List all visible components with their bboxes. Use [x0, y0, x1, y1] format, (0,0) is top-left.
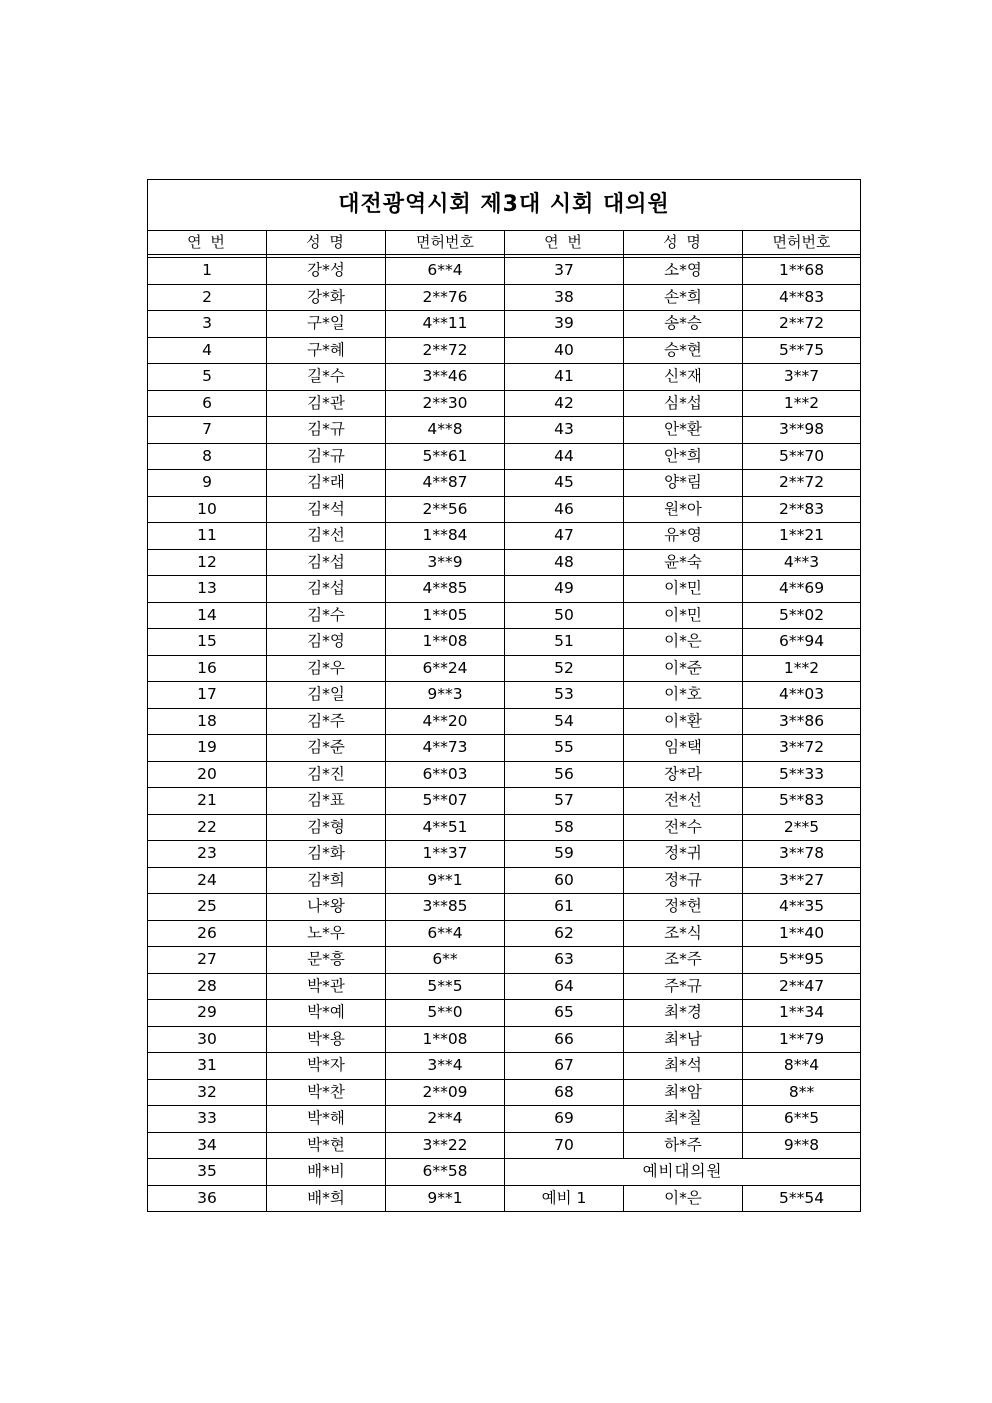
row-number-left: 28 [148, 973, 267, 1000]
row-number-right: 48 [505, 549, 624, 576]
row-number-left: 17 [148, 682, 267, 709]
row-number-left: 19 [148, 735, 267, 762]
table-row [148, 1185, 861, 1212]
table-row [148, 602, 861, 629]
table-row [148, 576, 861, 603]
row-number-right: 65 [505, 1000, 624, 1027]
delegate-name-left: 박*관 [267, 973, 386, 1000]
delegate-name-left: 구*혜 [267, 337, 386, 364]
row-number-right: 55 [505, 735, 624, 762]
row-number-left: 14 [148, 602, 267, 629]
delegate-name-right: 이*호 [624, 682, 743, 709]
table-row [148, 258, 861, 285]
license-number-right: 1**2 [743, 390, 861, 417]
delegate-name-right: 최*남 [624, 1026, 743, 1053]
row-number-right: 61 [505, 894, 624, 921]
license-number-left: 5**07 [386, 788, 505, 815]
delegate-name-right: 임*택 [624, 735, 743, 762]
row-number-right: 54 [505, 708, 624, 735]
row-number-left: 12 [148, 549, 267, 576]
row-number-right: 49 [505, 576, 624, 603]
license-number-left: 4**73 [386, 735, 505, 762]
delegate-name-right: 최*암 [624, 1079, 743, 1106]
license-number-left: 1**08 [386, 629, 505, 656]
header-number-right: 연 번 [505, 231, 624, 255]
delegate-name-right: 심*섭 [624, 390, 743, 417]
table-row [148, 1079, 861, 1106]
license-number-right: 5**02 [743, 602, 861, 629]
delegate-name-left: 박*자 [267, 1053, 386, 1080]
license-number-right: 2**47 [743, 973, 861, 1000]
delegate-name-right: 정*귀 [624, 841, 743, 868]
table-row [148, 629, 861, 656]
delegate-name-right: 조*주 [624, 947, 743, 974]
row-number-right: 58 [505, 814, 624, 841]
row-number-right: 38 [505, 284, 624, 311]
license-number-right: 1**34 [743, 1000, 861, 1027]
row-number-left: 25 [148, 894, 267, 921]
license-number-right: 3**98 [743, 417, 861, 444]
license-number-left: 6** [386, 947, 505, 974]
row-number-left: 21 [148, 788, 267, 815]
row-number-left: 18 [148, 708, 267, 735]
delegate-name-right: 소*영 [624, 258, 743, 285]
delegate-name-right: 이*민 [624, 576, 743, 603]
delegate-name-right: 주*규 [624, 973, 743, 1000]
delegate-name-right: 이*민 [624, 602, 743, 629]
license-number-right: 1**2 [743, 655, 861, 682]
delegate-name-left: 김*섭 [267, 576, 386, 603]
reserve-number: 예비 1 [505, 1185, 624, 1212]
row-number-right: 39 [505, 311, 624, 338]
delegate-name-left: 김*희 [267, 867, 386, 894]
table-row [148, 867, 861, 894]
license-number-left: 2**4 [386, 1106, 505, 1133]
table-row [148, 284, 861, 311]
table-row [148, 920, 861, 947]
row-number-right: 60 [505, 867, 624, 894]
row-number-left: 9 [148, 470, 267, 497]
table-row [148, 1026, 861, 1053]
table-row [148, 470, 861, 497]
license-number-right: 4**35 [743, 894, 861, 921]
delegate-name-right: 최*석 [624, 1053, 743, 1080]
row-number-right: 44 [505, 443, 624, 470]
delegate-name-left: 문*흥 [267, 947, 386, 974]
license-number-right: 1**40 [743, 920, 861, 947]
delegate-name-left: 노*우 [267, 920, 386, 947]
license-number-right: 3**72 [743, 735, 861, 762]
delegate-name-left: 박*현 [267, 1132, 386, 1159]
license-number-left: 1**37 [386, 841, 505, 868]
row-number-right: 42 [505, 390, 624, 417]
delegate-name-left: 김*규 [267, 417, 386, 444]
license-number-right: 3**78 [743, 841, 861, 868]
license-number-right: 1**21 [743, 523, 861, 550]
table-row [148, 655, 861, 682]
license-number-left: 6**4 [386, 258, 505, 285]
table-row [148, 496, 861, 523]
license-number-left: 3**9 [386, 549, 505, 576]
delegate-name-right: 이*환 [624, 708, 743, 735]
license-number-left: 2**56 [386, 496, 505, 523]
table-row [148, 708, 861, 735]
delegate-name-left: 길*수 [267, 364, 386, 391]
row-number-left: 11 [148, 523, 267, 550]
license-number-right: 8**4 [743, 1053, 861, 1080]
license-number-left: 3**4 [386, 1053, 505, 1080]
row-number-right: 45 [505, 470, 624, 497]
delegate-name: 배*희 [267, 1185, 386, 1212]
license-number-right: 6**5 [743, 1106, 861, 1133]
license-number-left: 4**20 [386, 708, 505, 735]
delegate-name-left: 박*예 [267, 1000, 386, 1027]
delegate-name-left: 나*왕 [267, 894, 386, 921]
delegate-name-right: 전*선 [624, 788, 743, 815]
license-number-left: 2**72 [386, 337, 505, 364]
delegate-name-left: 김*선 [267, 523, 386, 550]
delegate-name-right: 승*현 [624, 337, 743, 364]
header-name-right: 성 명 [624, 231, 743, 255]
delegate-name-right: 장*라 [624, 761, 743, 788]
license-number-right: 6**94 [743, 629, 861, 656]
license-number-right: 4**3 [743, 549, 861, 576]
row-number-right: 70 [505, 1132, 624, 1159]
row-number-left: 1 [148, 258, 267, 285]
license-number-left: 4**51 [386, 814, 505, 841]
delegate-table [147, 179, 861, 1212]
row-number-left: 33 [148, 1106, 267, 1133]
row-number-right: 47 [505, 523, 624, 550]
delegate-name-left: 강*화 [267, 284, 386, 311]
delegate-name-left: 김*영 [267, 629, 386, 656]
license-number-left: 3**85 [386, 894, 505, 921]
row-number-left: 6 [148, 390, 267, 417]
license-number-left: 2**09 [386, 1079, 505, 1106]
delegate-name-left: 강*성 [267, 258, 386, 285]
row-number-left: 29 [148, 1000, 267, 1027]
row-number-left: 2 [148, 284, 267, 311]
license-number-left: 1**08 [386, 1026, 505, 1053]
license-number-right: 2**83 [743, 496, 861, 523]
license-number-right: 9**8 [743, 1132, 861, 1159]
row-number-left: 32 [148, 1079, 267, 1106]
license-number-right: 4**69 [743, 576, 861, 603]
license-number-right: 5**83 [743, 788, 861, 815]
license-number-left: 4**11 [386, 311, 505, 338]
row-number-right: 52 [505, 655, 624, 682]
delegate-name: 배*비 [267, 1159, 386, 1186]
row-number-right: 51 [505, 629, 624, 656]
row-number-left: 4 [148, 337, 267, 364]
table-row [148, 390, 861, 417]
row-number-left: 20 [148, 761, 267, 788]
delegate-name-right: 안*희 [624, 443, 743, 470]
delegate-name-left: 김*표 [267, 788, 386, 815]
delegate-name-right: 윤*숙 [624, 549, 743, 576]
license-number-right: 2**72 [743, 311, 861, 338]
license-number-left: 6**4 [386, 920, 505, 947]
license-number-right: 4**83 [743, 284, 861, 311]
license-number-left: 9**3 [386, 682, 505, 709]
table-row [148, 788, 861, 815]
license-number-left: 1**84 [386, 523, 505, 550]
table-row [148, 682, 861, 709]
license-number-left: 1**05 [386, 602, 505, 629]
row-number-right: 63 [505, 947, 624, 974]
delegate-name-left: 박*해 [267, 1106, 386, 1133]
row-number-left: 23 [148, 841, 267, 868]
header-number-left: 연 번 [148, 231, 267, 255]
row-number-right: 56 [505, 761, 624, 788]
delegate-name-left: 김*래 [267, 470, 386, 497]
delegate-rows [148, 258, 861, 1159]
delegate-name-left: 김*섭 [267, 549, 386, 576]
row-number-left: 15 [148, 629, 267, 656]
delegate-name-right: 전*수 [624, 814, 743, 841]
license-number-right: 5**95 [743, 947, 861, 974]
license-number-right: 3**27 [743, 867, 861, 894]
license-number-left: 2**30 [386, 390, 505, 417]
header-row [148, 231, 861, 255]
row-number-right: 68 [505, 1079, 624, 1106]
row-number-left: 8 [148, 443, 267, 470]
delegate-name-left: 김*형 [267, 814, 386, 841]
row-number: 35 [148, 1159, 267, 1186]
license-number-right: 1**68 [743, 258, 861, 285]
license-number-left: 3**46 [386, 364, 505, 391]
license-number: 9**1 [386, 1185, 505, 1212]
license-number-right: 4**03 [743, 682, 861, 709]
row-number-left: 30 [148, 1026, 267, 1053]
table-row [148, 1053, 861, 1080]
license-number-left: 4**85 [386, 576, 505, 603]
delegate-name-left: 김*화 [267, 841, 386, 868]
row-number-right: 57 [505, 788, 624, 815]
license-number-right: 2**5 [743, 814, 861, 841]
row-number-right: 37 [505, 258, 624, 285]
table-row [148, 417, 861, 444]
license-number-right: 3**7 [743, 364, 861, 391]
row-number-left: 3 [148, 311, 267, 338]
table-row [148, 761, 861, 788]
license-number-left: 6**03 [386, 761, 505, 788]
table-row [148, 1106, 861, 1133]
table-row [148, 443, 861, 470]
header-license-right: 면허번호 [743, 231, 861, 255]
delegate-name-right: 유*영 [624, 523, 743, 550]
header-name-left: 성 명 [267, 231, 386, 255]
row-number-right: 67 [505, 1053, 624, 1080]
license-number-left: 3**22 [386, 1132, 505, 1159]
row-number-right: 50 [505, 602, 624, 629]
delegate-name-right: 이*은 [624, 629, 743, 656]
row-number-left: 10 [148, 496, 267, 523]
delegate-name-right: 안*환 [624, 417, 743, 444]
license-number-left: 9**1 [386, 867, 505, 894]
license-number-right: 3**86 [743, 708, 861, 735]
table-row [148, 311, 861, 338]
delegate-name-right: 최*경 [624, 1000, 743, 1027]
license-number-left: 6**24 [386, 655, 505, 682]
delegate-name-left: 김*수 [267, 602, 386, 629]
license-number-right: 1**79 [743, 1026, 861, 1053]
delegate-name-right: 하*주 [624, 1132, 743, 1159]
license-number-right: 5**70 [743, 443, 861, 470]
delegate-name-right: 최*칠 [624, 1106, 743, 1133]
delegate-name-left: 김*주 [267, 708, 386, 735]
row-number-left: 31 [148, 1053, 267, 1080]
license-number-right: 5**75 [743, 337, 861, 364]
table-row [148, 841, 861, 868]
table-row [148, 973, 861, 1000]
license-number-left: 2**76 [386, 284, 505, 311]
row-number-left: 24 [148, 867, 267, 894]
delegate-name-right: 원*아 [624, 496, 743, 523]
row-number-right: 62 [505, 920, 624, 947]
row-number-right: 64 [505, 973, 624, 1000]
row-number-right: 40 [505, 337, 624, 364]
row-number-left: 5 [148, 364, 267, 391]
document-title: 대전광역시회 제3대 시회 대의원 [148, 180, 861, 231]
row-number-right: 41 [505, 364, 624, 391]
header-license-left: 면허번호 [386, 231, 505, 255]
delegate-name-left: 김*규 [267, 443, 386, 470]
license-number-right: 2**72 [743, 470, 861, 497]
reserve-license-number: 5**54 [743, 1185, 861, 1212]
row-number-right: 69 [505, 1106, 624, 1133]
row-number-left: 7 [148, 417, 267, 444]
delegate-name-right: 정*헌 [624, 894, 743, 921]
delegate-name-right: 정*규 [624, 867, 743, 894]
table-row [148, 1000, 861, 1027]
license-number: 6**58 [386, 1159, 505, 1186]
row-number-right: 53 [505, 682, 624, 709]
row-number: 36 [148, 1185, 267, 1212]
delegate-name-right: 신*재 [624, 364, 743, 391]
license-number-right: 8** [743, 1079, 861, 1106]
row-number-left: 13 [148, 576, 267, 603]
row-number-right: 46 [505, 496, 624, 523]
license-number-right: 5**33 [743, 761, 861, 788]
table-row [148, 1159, 861, 1186]
row-number-right: 66 [505, 1026, 624, 1053]
delegate-name-right: 손*희 [624, 284, 743, 311]
row-number-right: 59 [505, 841, 624, 868]
table-row [148, 735, 861, 762]
row-number-left: 26 [148, 920, 267, 947]
reserve-delegate-name: 이*은 [624, 1185, 743, 1212]
delegate-name-right: 송*승 [624, 311, 743, 338]
delegate-list-sheet [147, 179, 860, 1212]
delegate-name-left: 김*준 [267, 735, 386, 762]
table-row [148, 947, 861, 974]
delegate-name-left: 김*우 [267, 655, 386, 682]
license-number-left: 4**8 [386, 417, 505, 444]
row-number-left: 27 [148, 947, 267, 974]
delegate-name-left: 김*일 [267, 682, 386, 709]
delegate-name-left: 박*용 [267, 1026, 386, 1053]
table-row [148, 894, 861, 921]
license-number-left: 5**0 [386, 1000, 505, 1027]
row-number-left: 16 [148, 655, 267, 682]
delegate-name-left: 김*진 [267, 761, 386, 788]
delegate-name-left: 김*석 [267, 496, 386, 523]
delegate-name-right: 이*준 [624, 655, 743, 682]
delegate-name-left: 김*관 [267, 390, 386, 417]
license-number-left: 4**87 [386, 470, 505, 497]
row-number-left: 22 [148, 814, 267, 841]
table-row [148, 814, 861, 841]
table-row [148, 1132, 861, 1159]
reserve-delegates-label: 예비대의원 [505, 1159, 861, 1186]
license-number-left: 5**61 [386, 443, 505, 470]
delegate-name-right: 조*식 [624, 920, 743, 947]
row-number-left: 34 [148, 1132, 267, 1159]
delegate-name-right: 양*림 [624, 470, 743, 497]
delegate-name-left: 구*일 [267, 311, 386, 338]
table-row [148, 364, 861, 391]
table-row [148, 523, 861, 550]
table-row [148, 549, 861, 576]
delegate-name-left: 박*찬 [267, 1079, 386, 1106]
row-number-right: 43 [505, 417, 624, 444]
table-row [148, 337, 861, 364]
license-number-left: 5**5 [386, 973, 505, 1000]
